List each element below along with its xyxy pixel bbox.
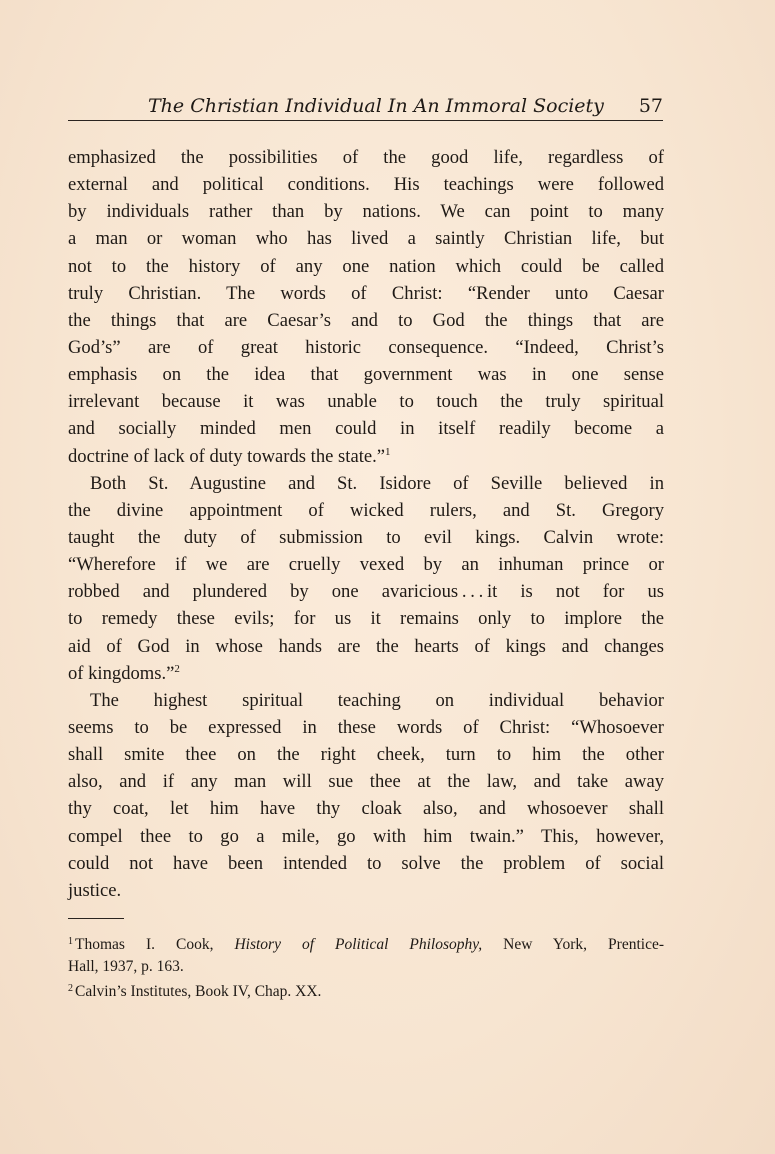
- footnote-2: [68, 981, 664, 1003]
- text-line: Both St. Augustine and St. Isidore of Seville believed in: [90, 472, 664, 494]
- text-line: and socially minded men could in itself readily become a: [68, 418, 664, 440]
- text-line: seems to be expressed in these words of Christ: “Whosoever: [68, 716, 664, 738]
- footnote-mark: 2: [68, 983, 73, 994]
- text-line: justice.: [68, 879, 122, 901]
- footnote-author: Thomas I. Cook,: [75, 936, 235, 953]
- text-line: of kingdoms.”: [68, 662, 175, 684]
- text-line: irrelevant because it was unable to touch the truly spiritual: [68, 391, 664, 413]
- page-number: 57: [638, 95, 663, 117]
- text-line: truly Christian. The words of Christ: “Render unto Caesar: [68, 282, 664, 304]
- footnote-mark: 1: [68, 936, 73, 947]
- text-line: taught the duty of submission to evil kings. Calvin wrote:: [68, 526, 664, 548]
- text-line: God’s” are of great historic consequence. “Indeed, Christ’s: [68, 336, 664, 358]
- text-line: external and political conditions. His teachings were followed: [68, 174, 664, 196]
- text-line-with-note: [68, 443, 664, 470]
- text-line: to remedy these evils; for us it remains only to implore the: [68, 608, 664, 630]
- footnote-1: [68, 934, 664, 956]
- footnotes: [68, 934, 664, 1003]
- text-line: not to the history of any one nation which could be called: [68, 255, 664, 277]
- footnote-text: Calvin’s Institutes, Book IV, Chap. XX.: [75, 983, 322, 1000]
- footnote-book-title: History of Political Philosophy,: [234, 936, 483, 953]
- text-line: emphasis on the idea that government was in one sense: [68, 364, 664, 386]
- footnote-publisher: New York, Prentice-: [482, 936, 664, 953]
- footnote-divider: [68, 918, 124, 919]
- text-line: shall smite thee on the right cheek, turn to him the other: [68, 744, 664, 766]
- text-line: thy coat, let him have thy cloak also, and whosoever shall: [68, 798, 664, 820]
- text-line: The highest spiritual teaching on individual behavior: [90, 689, 664, 711]
- text-line: by individuals rather than by nations. We can point to many: [68, 201, 664, 223]
- footnote-reference: 2: [174, 662, 180, 675]
- text-line: the things that are Caesar’s and to God the things that are: [68, 309, 664, 331]
- text-line: the divine appointment of wicked rulers, and St. Gregory: [68, 499, 664, 521]
- text-line: a man or woman who has lived a saintly Christian life, but: [68, 228, 664, 250]
- text-line: robbed and plundered by one avaricious . . . it is not for us: [68, 581, 664, 603]
- running-title: The Christian Individual In An Immoral Society: [148, 95, 604, 117]
- text-line: also, and if any man will sue thee at the law, and take away: [68, 771, 664, 793]
- footnote-1-continued: Hall, 1937, p. 163.: [68, 958, 184, 975]
- text-line: emphasized the possibilities of the good life, regardless of: [68, 147, 664, 168]
- running-header: [68, 94, 663, 121]
- text-line: aid of God in whose hands are the hearts of kings and changes: [68, 635, 664, 657]
- text-line-with-note: [68, 660, 664, 687]
- text-line: compel thee to go a mile, go with him twain.” This, however,: [68, 825, 664, 847]
- footnote-reference: 1: [385, 445, 391, 458]
- text-line: “Wherefore if we are cruelly vexed by an inhuman prince or: [68, 554, 664, 576]
- body-text: [68, 144, 664, 904]
- text-line: could not have been intended to solve the problem of social: [68, 852, 664, 874]
- text-line: doctrine of lack of duty towards the state.”: [68, 445, 386, 467]
